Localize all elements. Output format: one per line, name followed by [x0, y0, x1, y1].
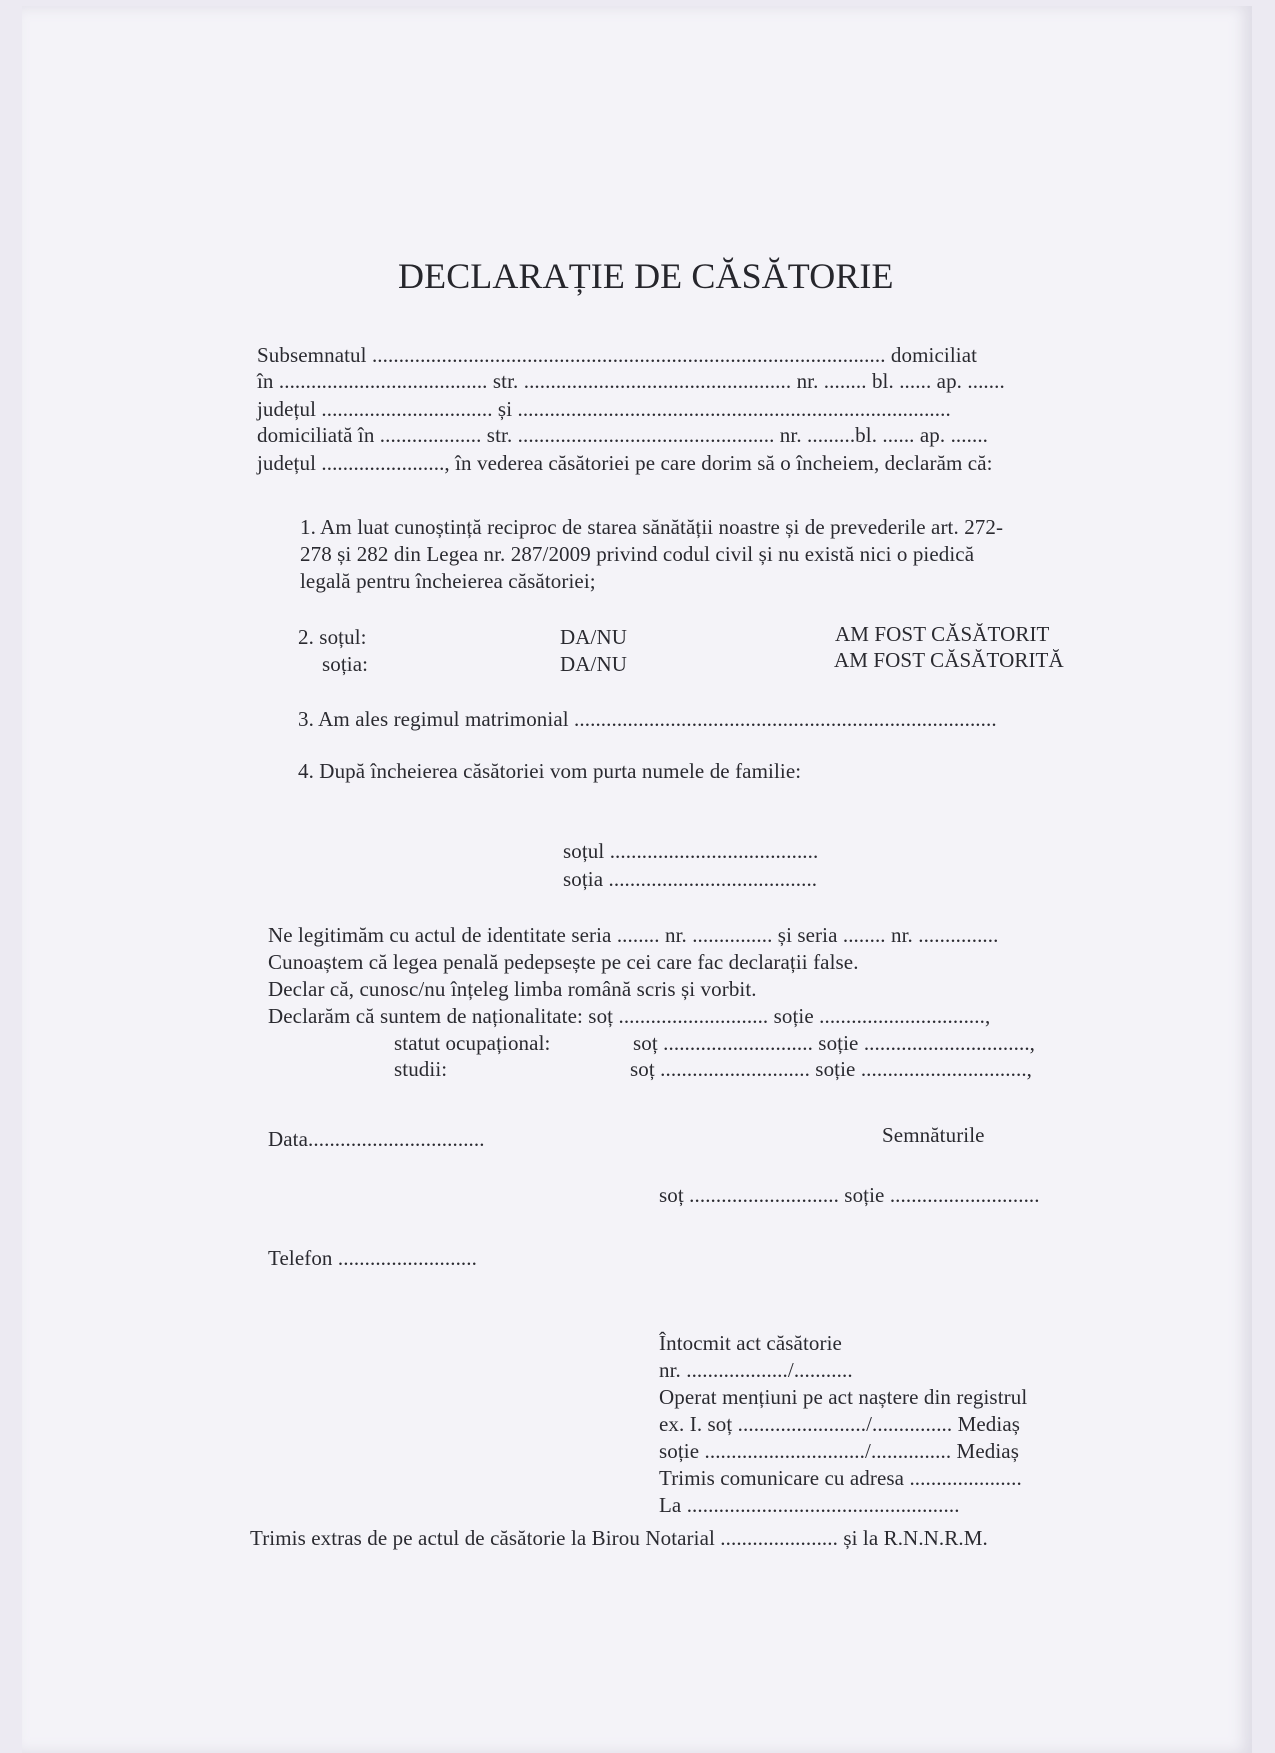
point-2-wife-status: AM FOST CĂSĂTORITĂ: [834, 648, 1064, 672]
point-3-matrimonial-regime: 3. Am ales regimul matrimonial ...............................................................................: [298, 707, 997, 731]
registry-line-number: nr. .................../...........: [659, 1358, 853, 1382]
identity-line: Ne legitimăm cu actul de identitate seria ........ nr. ............... și seria ........ nr. ...............: [268, 923, 999, 947]
point-2-wife-label: soția:: [322, 652, 369, 676]
signatures-line: soț ............................ soție ............................: [659, 1183, 1040, 1207]
date-field: Data.................................: [268, 1127, 485, 1151]
surname-husband-line: soțul .......................................: [563, 839, 819, 863]
registry-line-act: Întocmit act căsătorie: [659, 1331, 842, 1355]
point-1-line-2: 278 și 282 din Legea nr. 287/2009 privind codul civil și nu există nici o piedică: [300, 542, 975, 566]
signatures-heading: Semnăturile: [882, 1123, 985, 1147]
point-2-husband-choice: DA/NU: [560, 625, 627, 649]
point-1-line-3: legală pentru încheierea căsătoriei;: [300, 569, 596, 593]
point-2-husband-label: 2. soțul:: [298, 625, 367, 649]
point-1-line-1: 1. Am luat cunoștință reciproc de starea sănătății noastre și de prevederile art. 272-: [300, 515, 1004, 539]
header-line-county-2: județul ......................., în vederea căsătoriei pe care dorim să o încheiem, declarăm că:: [257, 451, 993, 475]
point-2-wife-choice: DA/NU: [560, 652, 627, 676]
studies-values: soț ............................ soție ...............................,: [630, 1057, 1033, 1081]
point-4-family-name: 4. După încheierea căsătoriei vom purta numele de familie:: [298, 759, 802, 783]
nationality-line: Declarăm că suntem de naționalitate: soț ............................ soție ...............................,: [268, 1004, 991, 1028]
phone-field: Telefon ..........................: [268, 1246, 477, 1270]
registry-line-communication: Trimis comunicare cu adresa .....................: [659, 1466, 1022, 1490]
penal-law-line: Cunoaștem că legea penală pedepsește pe cei care fac declarații false.: [268, 950, 859, 974]
header-line-subsemnatul: Subsemnatul ................................................................................................ domiciliat: [257, 343, 978, 367]
footer-extract-line: Trimis extras de pe actul de căsătorie la Birou Notarial ...................... și la R.N.N.R.M.: [250, 1526, 988, 1550]
registry-line-to: La ...................................................: [659, 1493, 960, 1517]
language-line: Declar că, cunosc/nu înțeleg limba română scris și vorbit.: [268, 977, 757, 1001]
registry-line-wife: soție ............................../............... Mediaș: [659, 1439, 1019, 1463]
header-line-address-2: domiciliată în ................... str. ................................................ nr. .........bl. ...... ap. .......: [257, 423, 989, 447]
surname-wife-line: soția .......................................: [563, 867, 818, 891]
header-line-address-1: în ....................................... str. .................................................. nr. ........ bl. ...... ap. .......: [257, 369, 1005, 393]
point-2-husband-status: AM FOST CĂSĂTORIT: [835, 622, 1050, 646]
studies-label: studii:: [394, 1057, 448, 1081]
header-line-county-1: județul ................................ și .................................................................................: [257, 397, 951, 421]
registry-line-mentions: Operat mențiuni pe act naștere din registrul: [659, 1385, 1028, 1409]
registry-line-husband: ex. I. soț ......................../............... Mediaș: [659, 1412, 1021, 1436]
document-title: DECLARAȚIE DE CĂSĂTORIE: [398, 256, 894, 296]
occupational-status-label: statut ocupațional:: [394, 1031, 551, 1055]
occupational-status-values: soț ............................ soție ...............................,: [633, 1031, 1036, 1055]
